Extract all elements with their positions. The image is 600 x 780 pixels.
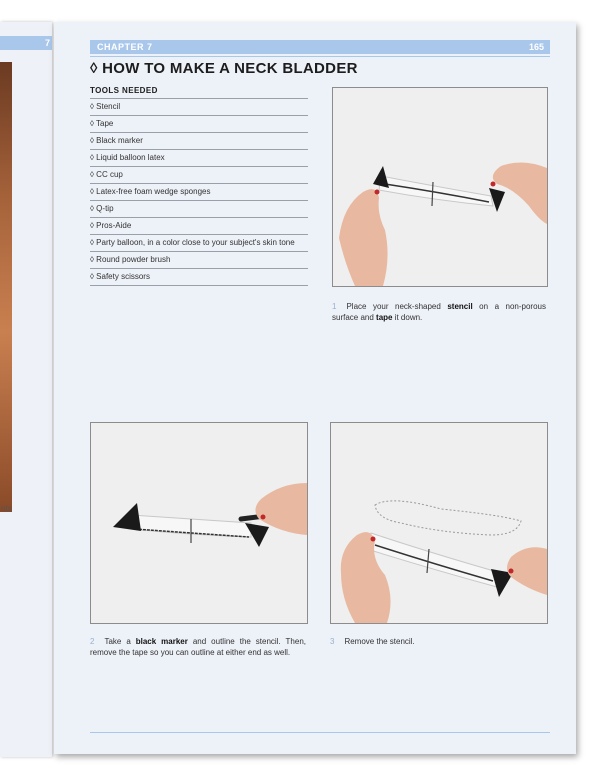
caption-text: and outline the stencil. Then, remove the tape so you can outline at either end as well. [90, 637, 306, 657]
footer-rule [90, 732, 550, 733]
chapter-label: CHAPTER 7 [97, 42, 153, 52]
caption-text: on a non-porous surface and [332, 302, 546, 322]
tool-item: ◊ Safety scissors [90, 269, 308, 286]
caption-text: Take a [104, 637, 136, 646]
step-3-photo [330, 422, 548, 624]
left-page-photo [0, 62, 12, 512]
caption-bold: black marker [135, 637, 188, 646]
caption-text: Remove the stencil. [344, 637, 415, 646]
step-3-illustration [331, 423, 547, 623]
tool-item: ◊ Round powder brush [90, 252, 308, 269]
tool-item: ◊ Party balloon, in a color close to your subject's skin tone [90, 235, 308, 252]
caption-text: Place your neck-shaped [346, 302, 448, 311]
left-page-text-fragment: nts [1, 504, 12, 513]
step-2-illustration [91, 423, 307, 623]
step-3-caption [330, 636, 546, 647]
caption-text: it down. [392, 313, 423, 322]
left-page-header-bar [0, 36, 52, 50]
step-2-caption [90, 636, 306, 658]
tools-heading: TOOLS NEEDED [90, 86, 158, 95]
header-rule [90, 56, 550, 57]
chapter-header-bar [90, 40, 550, 54]
page-number: 165 [528, 42, 544, 52]
step-number: 3 [330, 637, 335, 646]
step-1-photo [332, 87, 548, 287]
left-page [0, 22, 52, 757]
tool-item: ◊ Black marker [90, 133, 308, 150]
left-page-number: 7 [44, 38, 50, 48]
tool-item: ◊ Stencil [90, 99, 308, 116]
step-1-illustration [333, 88, 547, 286]
tool-item: ◊ Pros-Aide [90, 218, 308, 235]
step-number: 1 [332, 302, 337, 311]
caption-bold: tape [376, 313, 393, 322]
tool-item: ◊ Q-tip [90, 201, 308, 218]
tools-list [90, 98, 308, 286]
tool-item: ◊ Liquid balloon latex [90, 150, 308, 167]
caption-bold: stencil [447, 302, 473, 311]
step-2-photo [90, 422, 308, 624]
book-page [54, 22, 576, 754]
tool-item: ◊ Tape [90, 116, 308, 133]
tool-item: ◊ CC cup [90, 167, 308, 184]
step-1-caption [332, 301, 546, 323]
tool-item: ◊ Latex-free foam wedge sponges [90, 184, 308, 201]
step-number: 2 [90, 637, 95, 646]
page-title: ◊ HOW TO MAKE A NECK BLADDER [90, 60, 358, 77]
